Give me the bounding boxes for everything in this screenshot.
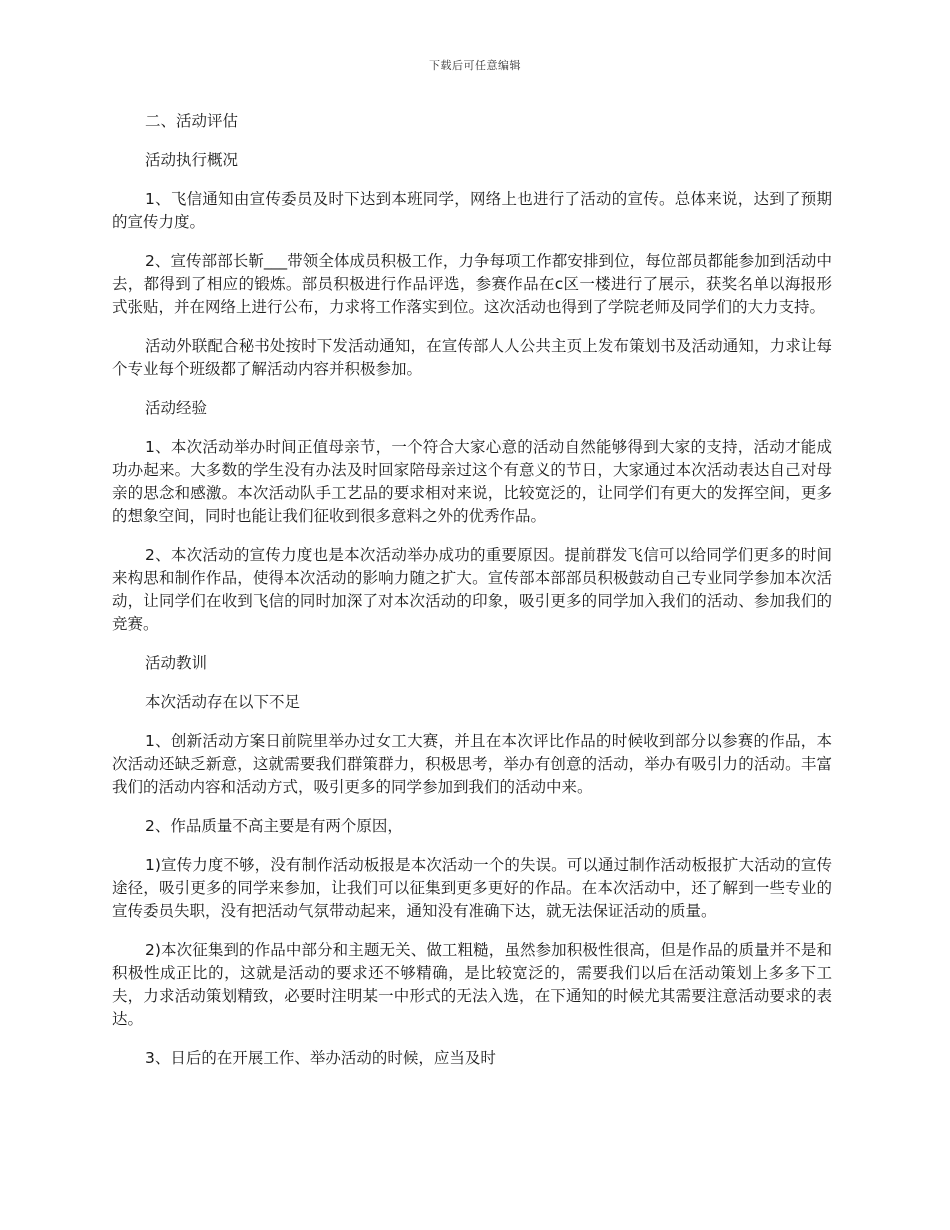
subsection-heading: 本次活动存在以下不足 — [145, 693, 301, 711]
list-heading: 3、日后的在开展工作、举办活动的时候，应当及时 — [145, 1049, 496, 1067]
header-note: 下载后可任意编辑 — [429, 59, 521, 72]
subsection-heading: 活动执行概况 — [145, 151, 239, 169]
paragraph: 1、创新活动方案日前院里举办过女工大赛，并且在本次评比作品的时候收到部分以参赛的作品，本次活动还缺乏新意，这就需要我们群策群力，积极思考，举办有创意的活动，举办有吸引力的活动。丰富我们的活动内容和活动方式，吸引更多的同学参加到我们的活动中来。 — [112, 732, 832, 796]
subsection-heading: 活动经验 — [145, 399, 208, 417]
paragraph: 活动外联配合秘书处按时下发活动通知，在宣传部人人公共主页上发布策划书及活动通知，力求让每个专业每个班级都了解活动内容并积极参加。 — [112, 337, 832, 378]
paragraph: 2)本次征集到的作品中部分和主题无关、做工粗糙，虽然参加积极性很高，但是作品的质量并不是和积极性成正比的，这就是活动的要求还不够精确，是比较宽泛的，需要我们以后在活动策划上多多下工夫，力求活动策划精致，必要时注明某一中形式的无法入选，在下通知的时候尤其需要注意活动要求的表达。 — [112, 941, 832, 1028]
paragraph: 2、本次活动的宣传力度也是本次活动举办成功的重要原因。提前群发飞信可以给同学们更多的时间来构思和制作作品，使得本次活动的影响力随之扩大。宣传部本部部员积极鼓动自己专业同学参加本次活动，让同学们在收到飞信的同时加深了对本次活动的印象，吸引更多的同学加入我们的活动、参加我们的竞赛。 — [112, 546, 832, 633]
list-heading: 2、作品质量不高主要是有两个原因， — [145, 817, 403, 835]
document-body — [112, 110, 832, 1086]
paragraph: 1、本次活动举办时间正值母亲节，一个符合大家心意的活动自然能够得到大家的支持，活动才能成功办起来。大多数的学生没有办法及时回家陪母亲过这个有意义的节日，大家通过本次活动表达自己对母亲的思念和感激。本次活动队手工艺品的要求相对来说，比较宽泛的，让同学们有更大的发挥空间，更多的想象空间，同时也能让我们征收到很多意料之外的优秀作品。 — [112, 438, 832, 525]
paragraph: 1)宣传力度不够，没有制作活动板报是本次活动一个的失误。可以通过制作活动板报扩大活动的宣传途径，吸引更多的同学来参加，让我们可以征集到更多更好的作品。在本次活动中，还了解到一些专业的宣传委员失职，没有把活动气氛带动起来，通知没有准确下达，就无法保证活动的质量。 — [112, 856, 832, 920]
subsection-heading: 活动教训 — [145, 654, 208, 672]
paragraph: 1、飞信通知由宣传委员及时下达到本班同学，网络上也进行了活动的宣传。总体来说，达到了预期的宣传力度。 — [112, 190, 832, 231]
section-heading: 二、活动评估 — [145, 112, 239, 130]
paragraph: 2、宣传部部长靳___带领全体成员积极工作，力争每项工作都安排到位，每位部员都能参加到活动中去，都得到了相应的锻炼。部员积极进行作品评选，参赛作品在c区一楼进行了展示，获奖名单以海报形式张贴，并在网络上进行公布，力求将工作落实到位。这次活动也得到了学院老师及同学们的大力支持。 — [112, 252, 832, 316]
